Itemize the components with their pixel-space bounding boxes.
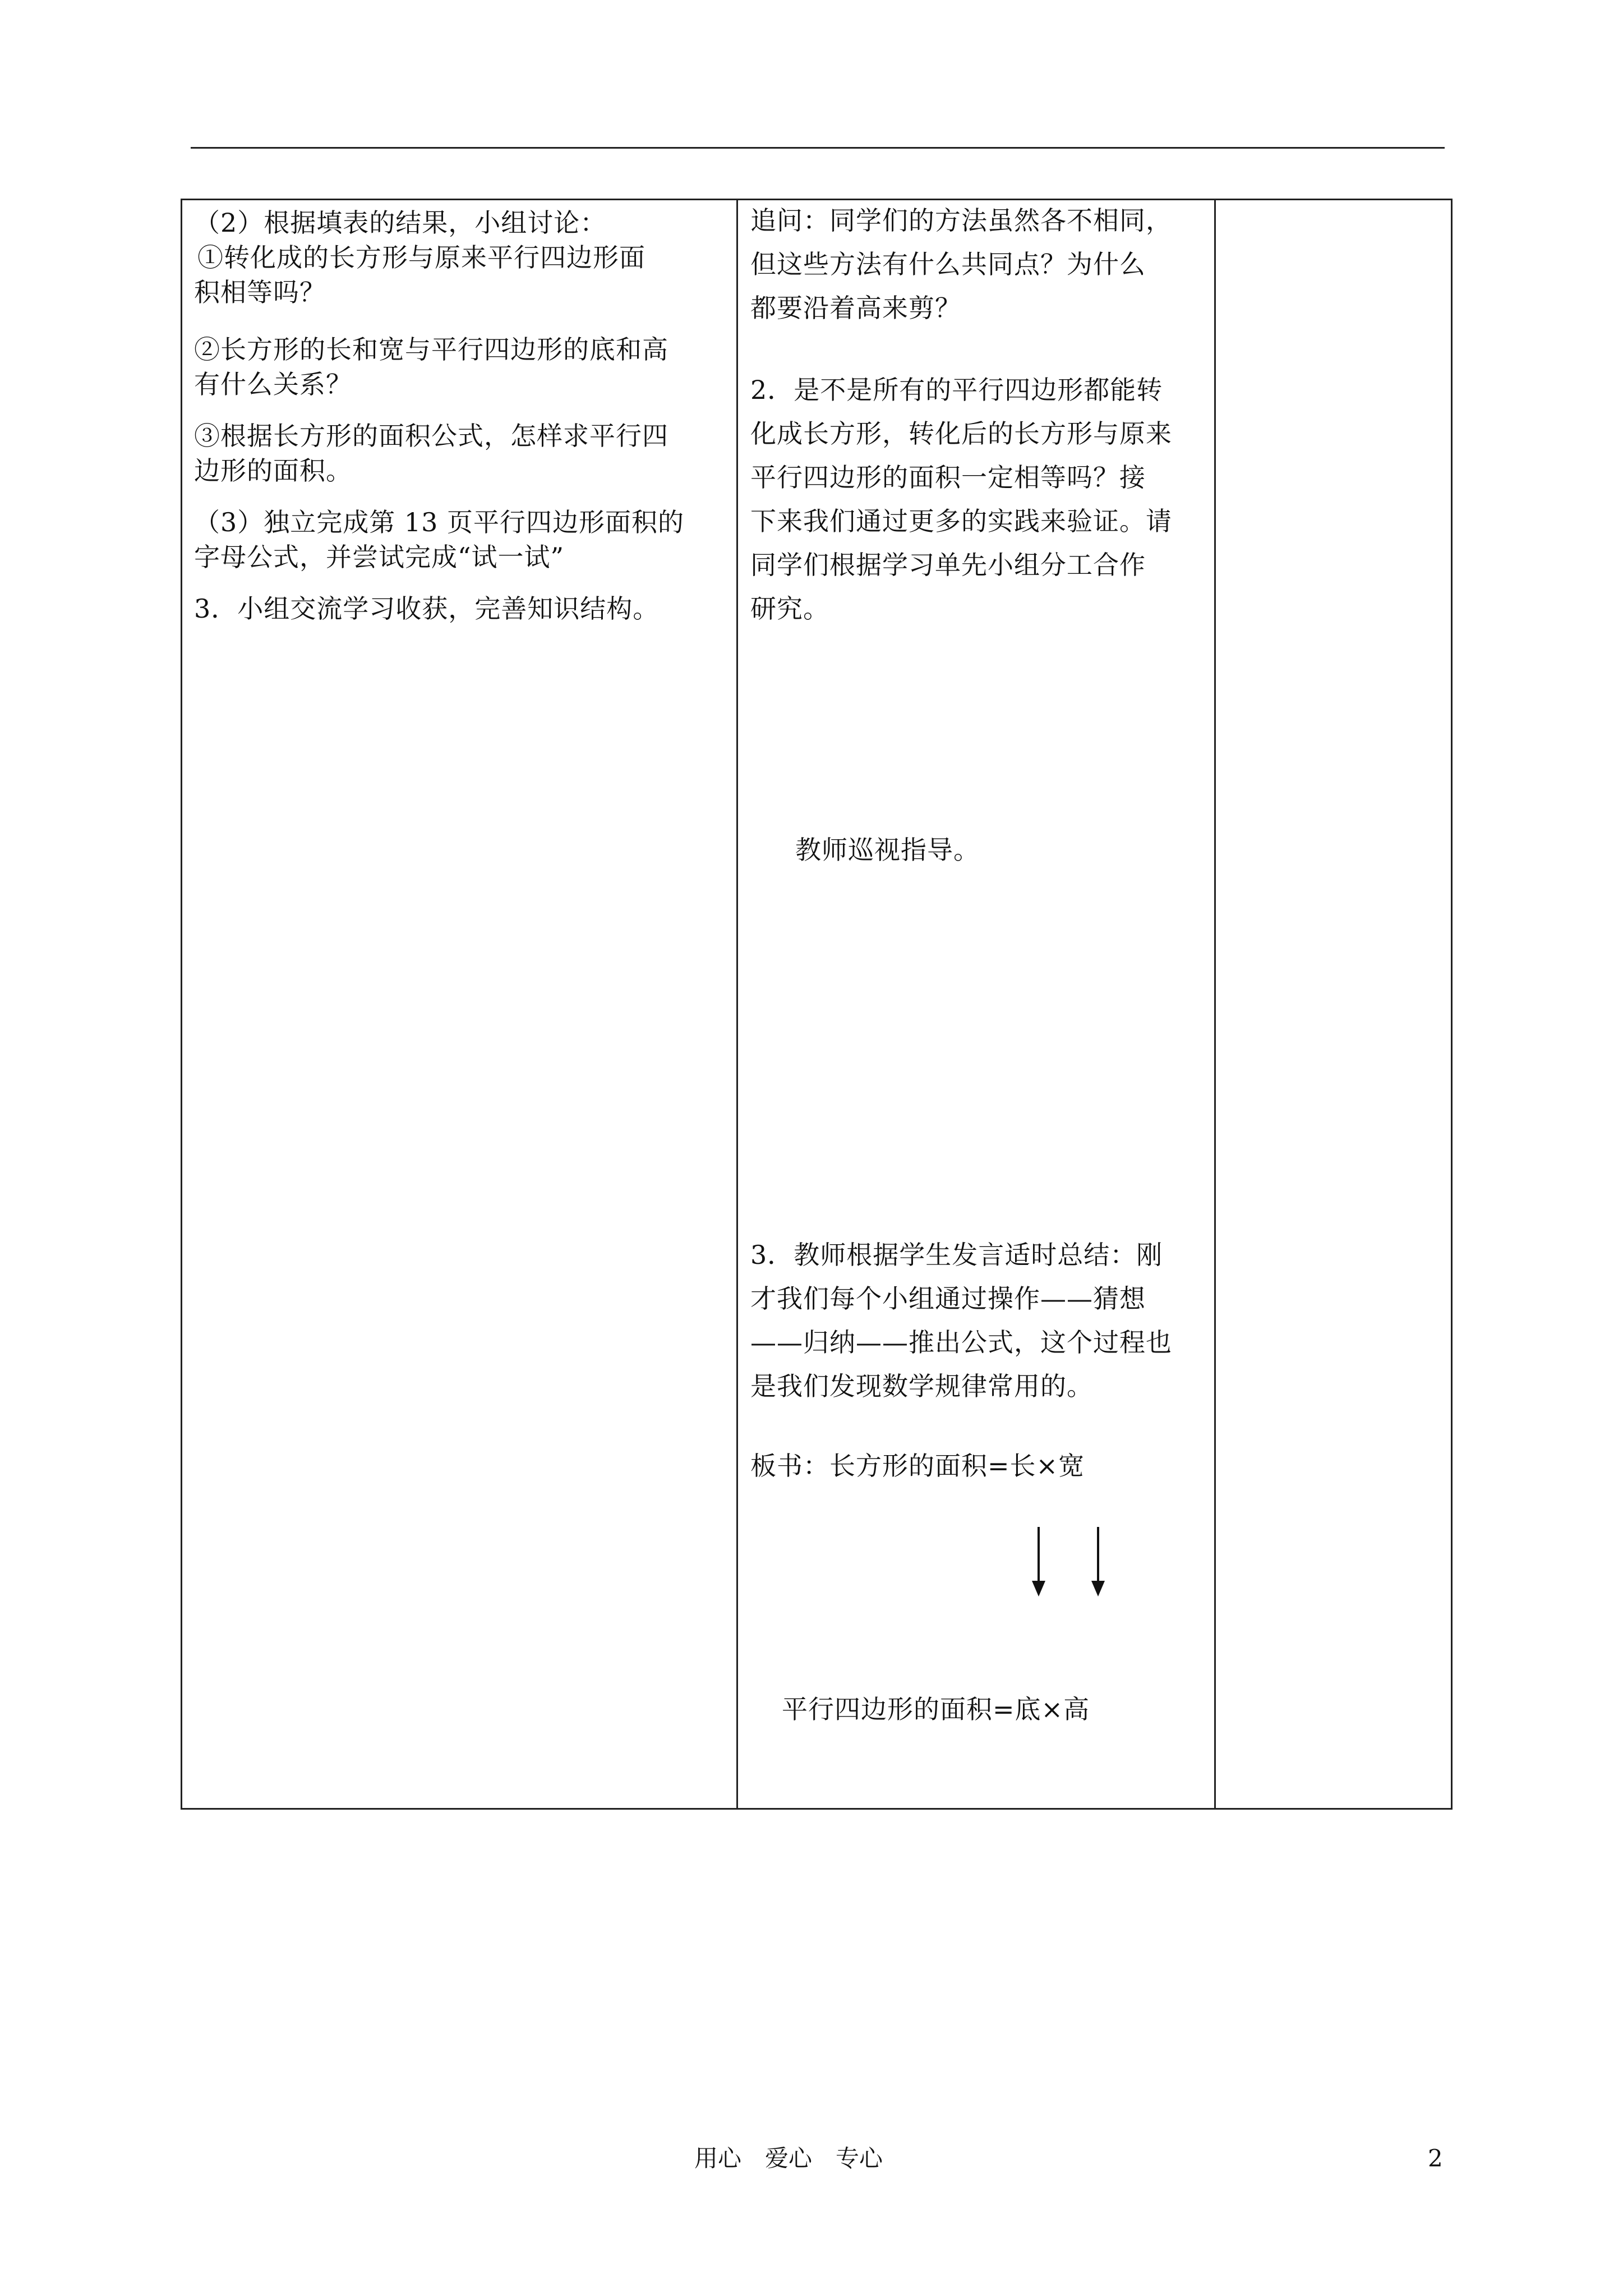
question-two-line: 化成长方形，转化后的长方形与原来	[750, 418, 1172, 449]
patrol-guidance: 教师巡视指导。	[795, 835, 980, 865]
question-two-line: 平行四边形的面积一定相等吗？接	[750, 462, 1146, 493]
footer-motto: 用心 爱心 专心	[694, 2145, 883, 2172]
question-two-line: 2．是不是所有的平行四边形都能转	[750, 375, 1163, 405]
student-line: ②长方形的长和宽与平行四边形的底和高	[194, 334, 668, 365]
student-line: 边形的面积。	[194, 455, 352, 486]
blackboard-parallelogram-formula: 平行四边形的面积=底×高	[782, 1694, 1090, 1724]
down-arrow-icon	[1087, 1527, 1109, 1596]
student-line: 字母公式，并尝试完成“试一试”	[194, 542, 565, 572]
question-two-line: 同学们根据学习单先小组分工合作	[750, 550, 1146, 580]
down-arrow-icon	[1027, 1527, 1050, 1596]
student-line: （3）独立完成第 13 页平行四边形面积的	[194, 507, 685, 537]
summary-line: 才我们每个小组通过操作——猜想	[750, 1283, 1146, 1314]
followup-question-line: 追问：同学们的方法虽然各不相同，	[750, 205, 1172, 236]
student-line: 有什么关系？	[194, 369, 352, 399]
student-line: （2）根据填表的结果，小组讨论：	[194, 208, 607, 238]
column-divider-2	[1214, 200, 1216, 1808]
page-number: 2	[1428, 2145, 1443, 2172]
summary-line: 是我们发现数学规律常用的。	[750, 1371, 1093, 1401]
student-line: ①转化成的长方形与原来平行四边形面	[197, 242, 645, 273]
blackboard-rectangle-formula: 板书：长方形的面积=长×宽	[750, 1451, 1085, 1481]
student-line: ③根据长方形的面积公式，怎样求平行四	[194, 421, 668, 451]
question-two-line: 下来我们通过更多的实践来验证。请	[750, 506, 1172, 536]
student-line: 3．小组交流学习收获，完善知识结构。	[194, 593, 660, 624]
summary-line: 3．教师根据学生发言适时总结：刚	[750, 1240, 1163, 1270]
column-divider-1	[736, 200, 738, 1808]
followup-question-line: 但这些方法有什么共同点？为什么	[750, 249, 1146, 279]
question-two-line: 研究。	[750, 593, 829, 624]
header-rule	[191, 147, 1445, 149]
student-line: 积相等吗？	[194, 277, 326, 307]
summary-line: ——归纳——推出公式，这个过程也	[750, 1327, 1172, 1358]
followup-question-line: 都要沿着高来剪？	[750, 293, 961, 323]
